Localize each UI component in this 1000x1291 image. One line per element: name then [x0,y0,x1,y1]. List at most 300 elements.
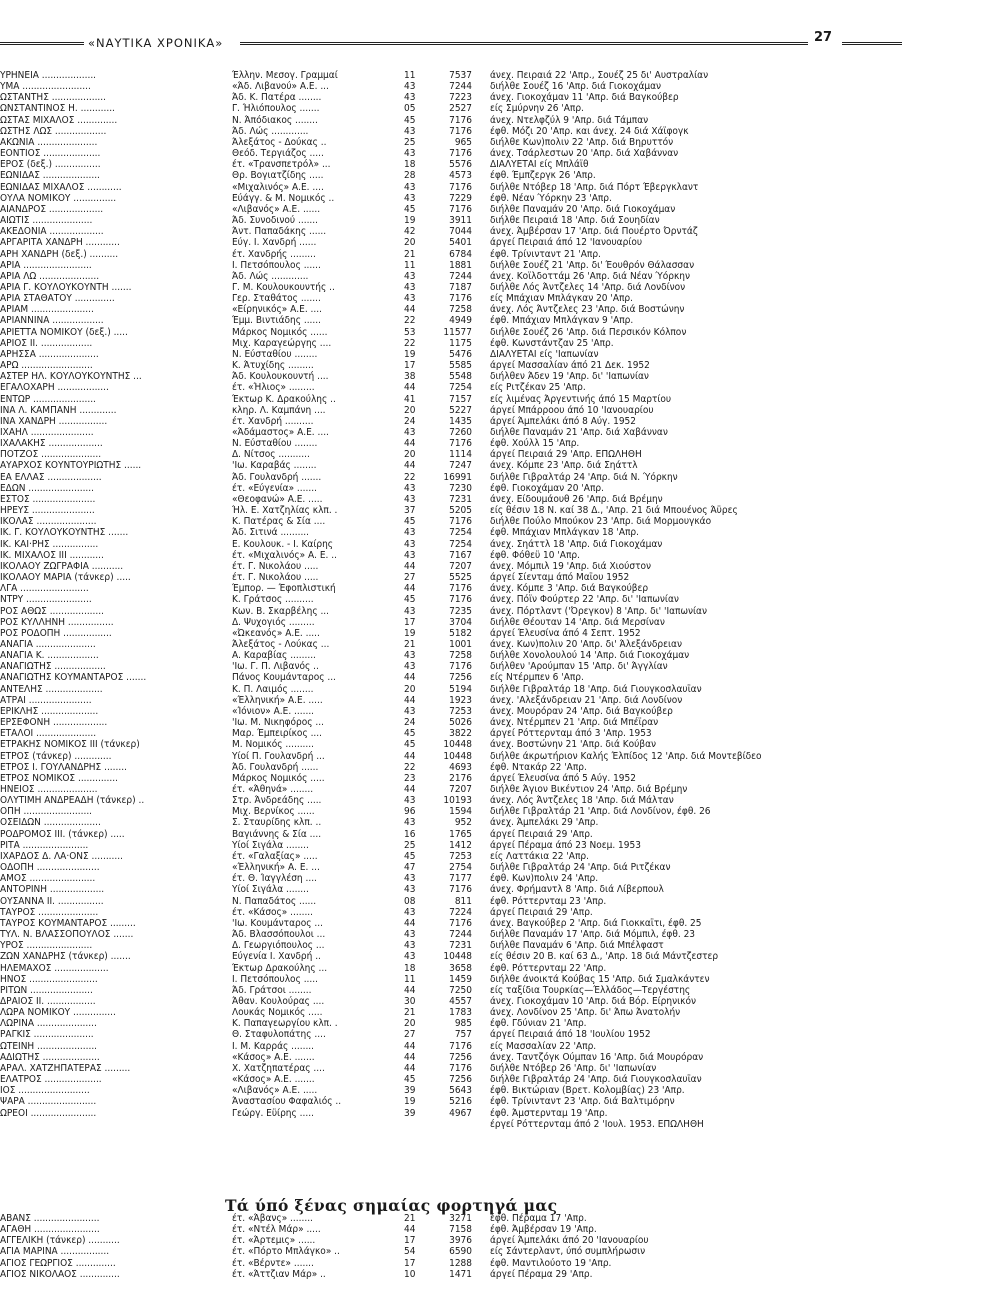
ship-owner: Μιχ. Καραγεώργης .... [232,337,332,349]
ship-grt: 43 [404,81,416,93]
ship-tonnage: 1114 [449,449,472,461]
ship-movement: διήλθε Παναμάν 17 'Απρ. διά Μόμπιλ, έφθ. 23 [490,929,696,941]
ship-row [0,1108,1000,1119]
ship-movement: διήλθε Σουέζ 21 'Απρ. δι' Έουθρόν Θάλασσαν [490,259,695,271]
ship-grt: 45 [404,739,416,751]
ship-name: ΗΝΟΣ ........................ [0,973,98,985]
ship-tonnage: 3704 [449,616,472,628]
ship-row [0,1007,1000,1018]
ship-movement: διήλθε Κων)πολιν 22 'Απρ. διά Βηρυττόν [490,136,674,148]
ship-row [0,539,1000,550]
ship-tonnage: 1783 [449,1007,472,1019]
header-rule-middle [240,42,808,45]
ship-name: ΥΡΟΣ ....................... [0,940,93,952]
ship-tonnage: 7223 [449,92,472,104]
ship-movement: άργεί Πέραμα άπό 23 Νοεμ. 1953 [490,839,641,851]
ship-movement: είς Σάντερλαντ, ύπό συμπλήρωσιν [490,1246,646,1258]
ship-owner: Άδ. Συνοδινού ....... [232,215,318,227]
ship-movement: έφθ. Τρίνινταντ 23 'Απρ. διά Βαλτιμόρην [490,1096,675,1108]
ship-row [0,851,1000,862]
ship-movement: άργεί Πειραιά 29 'Απρ. ΕΠΩΛΗΘΗ [490,449,642,461]
ship-grt: 27 [404,572,416,584]
ship-name: ΑΥΑΡΧΟΣ ΚΟΥΝΤΟΥΡΙΩΤΗΣ ...... [0,460,142,472]
ship-owner: Ν. Άπόδιακος ........ [232,114,318,126]
ship-tonnage: 7537 [449,70,472,81]
ship-name: ΕΤΡΟΣ (τάνκερ) ............. [0,750,112,762]
ship-movement: άνεχ. Ντελφζύλ 9 'Απρ. διά Τάμπαν [490,114,649,126]
ship-movement: είς θέσιν 20 Β. καί 63 Δ., 'Απρ. 18 διά Μάντζεστερ [490,951,719,963]
ship-name: ΑΡΙΑΝΝΙΝΑ .................. [0,315,104,327]
ship-movement: διήλθε Γιβραλτάρ 24 'Απρ. διά Γιουγκοσλαυΐαν [490,1074,702,1086]
ship-row [0,182,1000,193]
ship-tonnage: 7244 [449,929,472,941]
ship-grt: 44 [404,1040,416,1052]
ship-grt: 54 [404,1246,416,1258]
ship-owner: Άδ. Λώς ............. [232,270,309,282]
ship-row [0,137,1000,148]
ship-row [0,460,1000,471]
ship-tonnage: 7158 [449,1224,472,1236]
ship-movement: άνεχ. Τσάρλεστων 20 'Απρ. διά Χαβάνναν [490,148,679,160]
ship-tonnage: 7176 [449,583,472,595]
ship-owner: έτ. «Κάσος» ........ [232,906,314,918]
ship-owner: έτ. Χανδρής ......... [232,248,316,260]
ship-name: ΙΚ. ΜΙΧΑΛΟΣ ΙΙΙ ............ [0,549,104,561]
ship-movement: άργεί Πειραιά 29 'Απρ. [490,906,593,918]
ship-tonnage: 2754 [449,862,472,874]
ship-name: ΑΜΟΣ ....................... [0,873,96,885]
ship-name: ΑΝΑΓΙΩΤΗΣ .................. [0,661,106,673]
ship-tonnage: 7176 [449,594,472,606]
ship-row [0,315,1000,326]
ship-row [0,1235,1000,1246]
ship-grt: 25 [404,839,416,851]
ship-grt: 19 [404,1096,416,1108]
ship-name: ΑΡΙΟΣ ΙΙ. .................. [0,337,93,349]
ship-name: ΑΡΗΣΣΑ ..................... [0,348,99,360]
ship-tonnage: 7167 [449,549,472,561]
ship-name: ΕΡΣΕΦΟΝΗ ................... [0,717,108,729]
ship-owner: Άδ. Λώς ............. [232,125,309,137]
ship-row [0,706,1000,717]
ship-movement: έφθ. Γδύνιαν 21 'Απρ. [490,1018,587,1030]
ship-movement: διήλθε Σουέζ 26 'Απρ. διά Περσικόν Κόλπον [490,326,687,338]
ship-name: ΑΙΩΤΙΣ ..................... [0,215,93,227]
ship-movement: άνεχ. Λός Άντζελες 23 'Απρ. διά Βοστώνην [490,304,685,316]
ship-movement: άνεχ. Άμβέρσαν 17 'Απρ. διά Πουέρτο Όρντάζ [490,226,698,238]
ship-name: ΑΝΑΓΙΩΤΗΣ ΚΟΥΜΑΝΤΑΡΟΣ ....... [0,672,147,684]
ship-tonnage: 7176 [449,203,472,215]
ship-owner: Γερ. Σταθάτος ....... [232,293,321,305]
ship-tonnage: 10448 [443,750,472,762]
ship-movement: είς Σμύρνην 26 'Απρ. [490,103,584,115]
ship-tonnage: 7157 [449,393,472,405]
ship-tonnage: 7256 [449,672,472,684]
ship-owner: Εύγ. Ι. Χανδρή ...... [232,237,317,249]
ship-movement: διήλθε Γιβραλτάρ 24 'Απρ. διά Ν. Ύόρκην [490,471,678,483]
ship-owner: 'Ιω. Καραβάς ........ [232,460,317,472]
ship-grt: 17 [404,360,416,372]
ship-owner: «Ίόνιον» Α.Ε. ....... [232,705,315,717]
ship-row [0,349,1000,360]
ship-movement: διήλθε Ντόβερ 26 'Απρ. δι' 'Ιαπωνίαν [490,1062,657,1074]
ship-tonnage: 7250 [449,984,472,996]
ship-owner: Υίοί Π. Γουλανδρή ... [232,750,325,762]
ship-name: ΩΝΣΤΑΝΤΙΝΟΣ Η. ............ [0,103,115,115]
ship-row [0,728,1000,739]
ship-tonnage: 4693 [449,761,472,773]
ship-movement: άνεχ. Μουρόραν 24 'Απρ. διά Βαγκούβερ [490,705,673,717]
ship-grt: 25 [404,136,416,148]
ship-owner: Λουκάς Νομικός ..... [232,1007,323,1019]
ship-name: ΙΝΑ ΧΑΝΔΡΗ ................. [0,415,108,427]
ship-name: ΕΤΑΛΟΙ ..................... [0,728,97,740]
ship-owner: Εύάγγ. & Μ. Νομικός .. [232,192,335,204]
ship-tonnage: 5194 [449,683,472,695]
ship-row [0,739,1000,750]
ship-row [0,1119,1000,1130]
ship-row [0,829,1000,840]
ship-movement: διήλθε Λός Άντζελες 14 'Απρ. διά Λονδίνον [490,281,686,293]
ship-row [0,360,1000,371]
ship-owner: έτ. «Τρανσπετρόλ» ... [232,159,331,171]
ship-name: ΙΧΑΡΔΟΣ Δ. ΛΑ·ΟΝΣ ........... [0,850,123,862]
ship-tonnage: 5401 [449,237,472,249]
ship-movement: άργεί Πειραιά άπό 12 'Ιανουαρίου [490,237,643,249]
ship-name: ΙΚΟΛΑΟΥ ΖΩΓΡΑΦΙΑ ........... [0,560,124,572]
ship-row [0,327,1000,338]
ship-tonnage: 1594 [449,806,472,818]
ship-tonnage: 7253 [449,705,472,717]
ship-movement: έφθ. Μπάχιαν Μπλάγκαν 9 'Απρ. [490,315,634,327]
ship-name: ΟΛΥΤΙΜΗ ΑΝΔΡΕΑΔΗ (τάνκερ) .. [0,795,145,807]
ship-grt: 30 [404,995,416,1007]
ship-owner: Γ. Ήλιόπουλος ....... [232,103,320,115]
ship-owner: Κ. Άτυχίδης ......... [232,360,314,372]
ship-row [0,103,1000,114]
ship-row [0,594,1000,605]
ship-grt: 19 [404,348,416,360]
ship-tonnage: 7254 [449,538,472,550]
ship-name: ΕΤΡΑΚΗΣ ΝΟΜΙΚΟΣ ΙΙΙ (τάνκερ) [0,739,140,751]
ship-movement: διήλθεν Άδεν 19 'Απρ. δι' 'Ιαπωνίαν [490,371,649,383]
ship-row [0,817,1000,828]
ship-tonnage: 5026 [449,717,472,729]
ship-name: ΑΙΑΝΔΡΟΣ ................... [0,203,104,215]
ship-tonnage: 3911 [449,215,472,227]
ship-tonnage: 5476 [449,348,472,360]
ship-grt: 44 [404,1224,416,1236]
ship-tonnage: 965 [454,136,472,148]
ship-grt: 20 [404,1018,416,1030]
ship-grt: 10 [404,1268,416,1280]
ship-row [0,483,1000,494]
ship-name: ΗΝΕΙΟΣ ..................... [0,784,98,795]
ship-owner: Άλεξάτος - Δούκας .. [232,136,327,148]
ship-name: ΨΑΡΑ ........................ [0,1096,97,1108]
ship-grt: 17 [404,1235,416,1247]
ship-owner: Ι. Πετσόπουλος ..... [232,973,318,985]
ship-tonnage: 5227 [449,404,472,416]
ship-grt: 11 [404,259,416,271]
ship-owner: «Είρηνικός» Α.Ε. .... [232,304,322,316]
ship-row [0,204,1000,215]
ship-owner: «Ώκεανός» Α.Ε. ..... [232,627,320,639]
ship-owner: 'Ιω. Μ. Νικηφόρος ... [232,717,324,729]
ship-row [0,92,1000,103]
ship-row [0,70,1000,81]
ship-row [0,1029,1000,1040]
ship-name: ΟΠΗ ........................ [0,806,93,818]
ship-row [0,862,1000,873]
ship-grt: 21 [404,638,416,650]
ship-row [0,795,1000,806]
ship-grt: 96 [404,806,416,818]
ship-row [0,260,1000,271]
ship-tonnage: 5216 [449,1096,472,1108]
ship-owner: Άδ. Κουλουκουντή .... [232,371,329,383]
ship-name: ΑΔΙΩΤΗΣ .................... [0,1051,100,1063]
ship-row [0,237,1000,248]
ship-row [0,907,1000,918]
ship-tonnage: 7176 [449,148,472,160]
ship-movement: διήλθε Γιβραλτάρ 21 'Απρ. διά Λονδίνον, έφθ. 26 [490,806,711,818]
ship-movement: διήλθεν 'Αρούμπαν 15 'Απρ. δι' Άγγλίαν [490,661,668,673]
ship-owner: Έκτωρ Κ. Δρακούλης .. [232,393,336,405]
ship-name: ΑΒΑΝΣ ....................... [0,1213,100,1224]
ship-name: ΑΤΡΑΙ ...................... [0,694,92,706]
ship-grt: 53 [404,326,416,338]
ship-tonnage: 5548 [449,371,472,383]
ship-tonnage: 1175 [449,337,472,349]
ship-tonnage: 4949 [449,315,472,327]
ship-movement: έργεί Ρόττερνταμ άπό 2 'Ιουλ. 1953. ΕΠΩΛΗΘΗ [490,1118,704,1130]
ship-grt: 21 [404,1007,416,1019]
ship-movement: άργεί Ρόττερνταμ άπό 3 'Απρ. 1953 [490,728,652,740]
ship-owner: Ι. Πετσόπουλος ...... [232,259,321,271]
ship-movement: έφθ. Γιοκοχάμαν 20 'Απρ. [490,482,604,494]
ship-owner: έτ. «Ντέλ Μάρ» ..... [232,1224,321,1236]
ship-owner: Υίοί Σιγάλα ........ [232,839,309,851]
ship-grt: 22 [404,471,416,483]
ship-grt: 21 [404,1213,416,1224]
ship-name: ΕΣΤΟΣ ...................... [0,493,96,505]
ship-movement: είς λιμένας Άργεντινής άπό 15 Μαρτίου [490,393,672,405]
ship-owner: Ν. Εύσταθίου ........ [232,348,318,360]
ship-grt: 39 [404,1107,416,1119]
ship-row [0,650,1000,661]
ship-movement: άργεί Μασσαλίαν άπό 21 Δεκ. 1952 [490,360,650,372]
ships-table [0,70,1000,1130]
ship-name: ΤΑΥΡΟΣ ..................... [0,906,99,918]
ship-tonnage: 4967 [449,1107,472,1119]
ship-owner: Χ. Χατζηπατέρας .... [232,1062,325,1074]
ship-row [0,751,1000,762]
ship-owner: 'Ιω. Κουμάνταρος ... [232,917,323,929]
ship-movement: διήλθε Ντόβερ 18 'Απρ. διά Πόρτ Έβεργκλαντ [490,181,699,193]
ship-movement: άνεχ. Κοϊλδοττάμ 26 'Απρ. διά Νέαν Ύόρκην [490,270,691,282]
ship-movement: είς ταξίδια Τουρκίας—Έλλάδος—Τεργέστης [490,984,691,996]
ship-grt: 39 [404,1085,416,1097]
ship-movement: άνεχ. Είδουμάουθ 26 'Απρ. διά Βρέμην [490,493,663,505]
ship-row [0,1041,1000,1052]
ship-row [0,126,1000,137]
ship-name: ΥΜΑ ........................ [0,81,91,93]
ship-owner: Στρ. Άνδρεάδης ..... [232,795,322,807]
ship-tonnage: 3822 [449,728,472,740]
ship-tonnage: 3976 [449,1235,472,1247]
ship-owner: Μάρκος Νομικός ...... [232,326,328,338]
ship-row [0,639,1000,650]
ship-name: ΕΓΑΛΟΧΑΡΗ .................. [0,382,109,394]
ship-tonnage: 7176 [449,661,472,673]
ship-owner: «Λιβανός» Α.Ε. ..... [232,1085,318,1097]
ship-name: ΑΡΙΕΤΤΑ ΝΟΜΙΚΟΥ (δεξ.) ..... [0,326,128,338]
ship-name: ΑΣΤΕΡ ΗΛ. ΚΟΥΛΟΥΚΟΥΝΤΗΣ ... [0,371,142,383]
ship-tonnage: 7176 [449,125,472,137]
ship-name: ΕΡΙΚΛΗΣ .................... [0,705,99,717]
ship-grt: 45 [404,594,416,606]
ship-owner: Μάρκος Νομικός ..... [232,772,325,784]
ship-movement: ΔΙΑΛΥΕΤΑΙ είς Μπλάϊθ [490,159,589,171]
ship-name: ΑΡΙΑ ........................ [0,259,92,271]
ship-row [0,338,1000,349]
ship-name: ΛΓΑ ........................ [0,583,89,595]
ship-grt: 43 [404,270,416,282]
ship-name: ΕΤΡΟΣ ΝΟΜΙΚΟΣ .............. [0,772,118,784]
ship-owner: Άδ. Κ. Πατέρα ........ [232,92,322,104]
ship-grt: 43 [404,884,416,896]
ship-row [0,918,1000,929]
ship-movement: άνεχ. Μόμπιλ 19 'Απρ. διά Χιούστον [490,560,652,572]
ship-name: ΙΚ. ΚΑΙ·ΡΗΣ ................ [0,538,99,550]
ship-row [0,1258,1000,1269]
ship-grt: 27 [404,1029,416,1041]
ship-grt: 43 [404,795,416,807]
foreign-ships-table [0,1213,1000,1280]
ship-grt: 17 [404,616,416,628]
ship-row [0,159,1000,170]
ship-row [0,1246,1000,1257]
ship-row [0,1063,1000,1074]
ship-name: ΑΓΙΑ ΜΑΡΙΝΑ ................. [0,1246,110,1258]
ship-tonnage: 7254 [449,527,472,539]
ship-name: ΕΑ ΕΛΛΑΣ ................... [0,471,102,483]
ship-row [0,1018,1000,1029]
ship-name: ΑΚΕΔΟΝΙΑ ................... [0,226,104,238]
ship-grt: 44 [404,672,416,684]
ship-movement: διήλθε Θέουταν 14 'Απρ. διά Μερσίναν [490,616,665,628]
ship-tonnage: 7247 [449,460,472,472]
ship-row [0,215,1000,226]
ship-row [0,561,1000,572]
ship-row [0,170,1000,181]
ship-row [0,115,1000,126]
ship-owner: Μιχ. Βερνίκος ...... [232,806,315,818]
ship-grt: 24 [404,717,416,729]
ship-movement: άνεχ. Άμπελάκι 29 'Απρ. [490,817,599,829]
ship-name: ΑΓΓΕΛΙΚΗ (τάνκερ) ........... [0,1235,120,1247]
ship-tonnage: 6590 [449,1246,472,1258]
ship-tonnage: 7253 [449,850,472,862]
ship-owner: Κ. Παπαγεωργίου κλπ. . [232,1018,338,1030]
ship-name: ΕΝΤΩΡ ...................... [0,393,96,405]
ship-owner: Άθαν. Κουλούρας .... [232,995,325,1007]
ship-row [0,282,1000,293]
ship-name: ΕΛΑΤΡΟΣ .................... [0,1074,102,1086]
ship-grt: 37 [404,505,416,517]
ship-owner: κληρ. Λ. Καμπάνη .... [232,404,326,416]
ship-grt: 20 [404,404,416,416]
ship-row [0,371,1000,382]
ship-movement: άνεχ. Πόρτλαντ ('Όρεγκον) 8 'Απρ. δι' 'Ιαπωνίαν [490,605,708,617]
ship-name: ΙΝΑ Λ. ΚΑΜΠΑΝΗ ............. [0,404,117,416]
ship-movement: άνεχ. Γιοκοχάμαν 11 'Απρ. διά Βαγκούβερ [490,92,679,104]
ship-grt: 38 [404,371,416,383]
ship-movement: άνεχ. Πειραιά 22 'Απρ., Σουέζ 25 δι' Αυστραλίαν [490,70,709,81]
ship-name: ΟΥΣΑΝΝΑ ΙΙ. ................ [0,895,104,907]
ship-row [0,516,1000,527]
ship-grt: 44 [404,694,416,706]
ship-grt: 43 [404,661,416,673]
ship-name: ΑΚΩΝΙΑ ..................... [0,136,98,148]
ship-row [0,929,1000,940]
ship-grt: 05 [404,103,416,115]
ship-movement: διήλθε Γιβραλτάρ 18 'Απρ. διά Γιουγκοσλαυΐαν [490,683,702,695]
ship-movement: άνεχ. Ταντζόγκ Ούμπαν 16 'Απρ. διά Μουρόραν [490,1051,704,1063]
ship-grt: 22 [404,337,416,349]
ship-grt: 22 [404,761,416,773]
ship-grt: 43 [404,482,416,494]
ship-tonnage: 5585 [449,360,472,372]
ship-name: ΗΛΕΜΑΧΟΣ ................... [0,962,109,974]
ship-tonnage: 7176 [449,1040,472,1052]
ship-tonnage: 7176 [449,181,472,193]
ship-grt: 43 [404,817,416,829]
ship-grt: 44 [404,917,416,929]
ship-tonnage: 7176 [449,1062,472,1074]
ship-row [0,606,1000,617]
ship-owner: έτ. «Άβανς» ........ [232,1213,313,1224]
ship-owner: Ήλ. Ε. Χατζηλίας κλπ. . [232,505,338,517]
ship-tonnage: 7231 [449,493,472,505]
ship-name: ΩΣΤΗΣ ΛΩΣ .................. [0,125,107,137]
ship-name: ΙΧΑΗΛ ...................... [0,427,94,438]
ship-row [0,661,1000,672]
ship-grt: 20 [404,683,416,695]
ship-owner: 'Ιω. Γ. Π. Λιβανός .. [232,661,319,673]
ship-tonnage: 4557 [449,995,472,1007]
ship-movement: είς Μασσαλίαν 22 'Απρ. [490,1040,597,1052]
ship-grt: 43 [404,92,416,104]
ship-movement: διήλθε Γιβραλτάρ 24 'Απρ. διά Ριτζέκαν [490,862,671,874]
ship-movement: έφθ. Βικτώριαν (Βρετ. Κολομβίας) 23 'Απρ. [490,1085,685,1097]
page-number: 27 [814,30,833,45]
ship-movement: άνεχ. Κων)πολιν 20 'Απρ. δι' Άλεξάνδρειαν [490,638,682,650]
ship-tonnage: 11577 [443,326,472,338]
ship-grt: 17 [404,1257,416,1269]
ship-movement: άνεχ. Λονδίνον 25 'Απρ. δι' Άπω Άνατολήν [490,1007,681,1019]
ship-tonnage: 1471 [449,1268,472,1280]
ship-row [0,304,1000,315]
ship-movement: έφθ. Χούλλ 15 'Απρ. [490,438,580,450]
ship-movement: έφθ. Νέαν Ύόρκην 23 'Απρ. [490,192,612,204]
ship-tonnage: 1765 [449,828,472,840]
ship-row [0,382,1000,393]
ship-owner: Μ. Νομικός .......... [232,739,314,751]
ship-tonnage: 7258 [449,304,472,316]
ship-grt: 19 [404,627,416,639]
